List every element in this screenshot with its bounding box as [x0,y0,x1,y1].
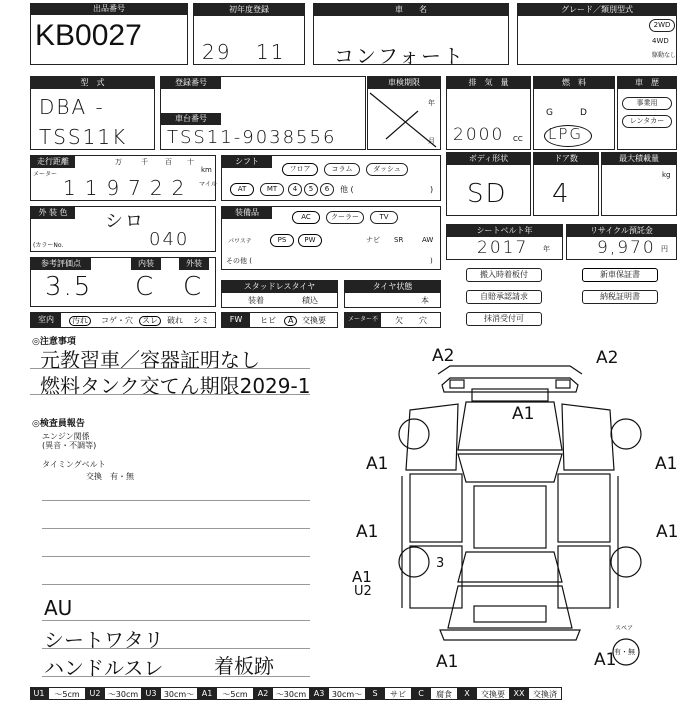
legend-key: A1 [198,687,216,700]
notes-line2: 燃料タンク交てん期限2029-1 [40,374,311,398]
equip-box [221,206,441,270]
legend-value: 30cm～ [160,687,198,700]
interior-stain: シミ [193,316,209,325]
tire-label: タイヤ状態 [345,281,440,293]
fw-replace: 交換要 [302,316,326,325]
score-interior: C [135,272,156,302]
seatbelt-label: シートベルト年 [447,225,562,237]
score-exterior: C [183,272,204,302]
doc-jibai: 自賠承認請求 [466,290,542,304]
mileage-sub: メーター [33,171,58,178]
shift-6: 6 [320,183,334,196]
fuel-g: G [546,108,553,118]
recycle-box [566,224,677,260]
mark-a2-right: A2 [596,348,619,368]
fuel-lpg: LPG [548,125,584,143]
color-box [30,206,216,252]
lot-box [30,3,188,65]
equip-pw: PW [298,234,322,247]
spare-value: 有・無 [614,648,635,656]
fuel-d: D [580,108,587,118]
reg-no-label: 登録番号 [161,77,221,89]
engine-value: 2000 [453,125,505,145]
meter-label: メーター不 [345,313,381,327]
studless-label: スタッドレスタイヤ [222,281,337,293]
legend-value: サビ [384,687,412,700]
engine-unit: CC [513,135,523,143]
car-damage-map [340,340,700,685]
legend-key: A2 [254,687,272,700]
inspector-item-handle: ハンドルスレ [44,656,164,680]
mark-a1-left1: A1 [366,454,389,474]
body-label: ボディ形状 [447,153,530,165]
lot-code: KB0027 [35,19,142,52]
seatbelt-box [446,224,563,260]
model-box [30,76,155,150]
score-overall: 3.5 [45,272,93,302]
chassis-label: 車台番号 [161,113,221,125]
doc-tax: 納税証明書 [582,290,658,304]
shift-other-close: ) [430,185,434,194]
body-value: SD [467,179,508,209]
equip-tv: TV [370,211,398,224]
color-code-label: (カラーNo. [33,242,64,249]
score-exterior-label: 外装 [179,258,209,270]
recycle-value: 9,970 [597,238,656,258]
equip-other: その他 ( [226,257,252,265]
shift-column: コラム [324,163,360,176]
mileage-value: 119722 [63,176,194,200]
seatbelt-unit: 年 [543,245,550,253]
unit-juu: 十 [187,158,194,166]
studless-mounted: 装着 [248,296,264,305]
unit-mile: マイル [199,181,217,188]
equip-label: 装備品 [222,207,272,219]
shift-box [221,155,441,201]
shift-dash: ダッシュ [366,163,408,176]
meter-hole: 穴 [419,316,427,325]
drive-none: 駆動なし [652,52,677,59]
mark-u2: U2 [354,584,372,599]
doors-value: 4 [552,179,571,209]
mark-a1-left3: A1 [352,568,372,586]
shift-other: 他 ( [340,185,354,194]
legend-value: ～30cm [104,687,142,700]
meter-row [344,312,441,328]
meter-missing: 欠 [395,316,403,325]
shift-5: 5 [304,183,318,196]
damage-legend [30,687,700,706]
legend-key: C [412,687,430,700]
studless-box [221,280,338,308]
spare-label: スペア [615,625,634,632]
doc-cancel: 抹消受付可 [466,312,542,326]
inspection-month-unit: 月 [428,137,435,145]
equip-ps: PS [270,234,294,247]
studless-loaded: 積込 [302,296,318,305]
mark-a1-right1: A1 [655,454,678,474]
usage-rental: レンタカー [622,115,672,128]
interior-burn: コゲ・穴 [101,316,133,325]
legend-value: 交換要 [476,687,510,700]
doc-delivery: 搬入時着板付 [466,268,542,282]
model-prefix: DBA - [39,95,105,119]
legend-value: ～30cm [272,687,310,700]
fuel-label: 燃 料 [534,77,614,89]
timing-label: タイミングベルト [42,460,106,469]
grade-label: グレード／類別型式 [518,4,676,16]
fw-label: FW [222,313,250,327]
legend-key: XX [510,687,528,700]
notes-line1: 元教習車／容器証明なし [40,348,260,372]
interior-label: 室内 [31,313,61,327]
unit-man: 万 [115,158,122,166]
shift-mt: MT [260,183,284,196]
tire-unit: 本 [421,296,429,305]
equip-sr: SR [394,236,404,244]
engine-report-label: エンジン関係 (異音・不調等) [42,432,97,450]
capacity-unit: kg [662,171,671,179]
legend-value: ～5cm [48,687,86,700]
color-value: シロ [105,211,145,232]
engine-label: 排 気 量 [447,77,530,89]
model-value: TSS11K [39,125,128,149]
fw-a: A [284,316,297,326]
legend-key: U1 [30,687,48,700]
mark-a1-bottom-right: A1 [594,650,617,670]
model-label: 型 式 [31,77,154,89]
scores-box [30,257,216,307]
unit-sen: 千 [141,158,148,166]
mileage-box [30,155,216,201]
inspection-label: 車検期限 [368,77,440,89]
equip-other-close: ) [430,257,433,265]
inspector-item-plate: 着板跡 [214,654,274,678]
legend-value: 腐食 [430,687,458,700]
timing-opts: 交換 有・無 [86,472,134,481]
doors-label: ドア数 [534,153,598,165]
fw-row [221,312,338,328]
equip-cooler: クーラー [326,211,364,224]
usage-label: 車 歴 [618,77,676,89]
legend-key: U3 [142,687,160,700]
mark-a1-right2: A1 [656,522,679,542]
unit-hyaku: 百 [165,158,172,166]
car-name-box [313,3,509,68]
chassis-box [160,76,366,150]
equip-aw: AW [422,236,434,244]
capacity-box [601,152,677,216]
chassis-value: TSS11-9038556 [167,127,337,148]
inspection-box [367,76,441,150]
usage-box [617,76,677,150]
equip-navi: ナビ [366,236,380,244]
legend-value: 交換済 [528,687,562,700]
doors-box [533,152,599,216]
engine-box [446,76,531,150]
mark-3: 3 [436,556,445,571]
capacity-label: 最大積載量 [602,153,676,165]
legend-value: ～5cm [216,687,254,700]
fuel-box [533,76,615,150]
interior-row [30,312,216,328]
inspector-item-seat: シートワタリ [44,628,164,652]
legend-value: 30cm～ [328,687,366,700]
mileage-label: 走行距離 [31,156,75,168]
scores-label: 参考評価点 [31,258,91,270]
inspector-item-au: AU [44,596,73,620]
color-code: 040 [149,229,190,250]
legend-key: A3 [310,687,328,700]
inspection-year-unit: 年 [428,99,435,107]
score-interior-label: 内装 [131,258,161,270]
mark-a1-left2: A1 [356,522,379,542]
car-name-label: 車 名 [314,4,508,16]
interior-dirt: 汚れ [69,316,91,326]
shift-at: AT [230,183,254,196]
equip-pawasute: パワステ [228,238,252,245]
interior-tear: 破れ [167,316,183,325]
car-name-value: コンフォート [334,44,465,68]
first-reg-label: 初年度登録 [194,4,304,16]
tire-box [344,280,441,308]
mark-a2-left: A2 [432,346,455,366]
shift-4: 4 [288,183,302,196]
legend-key: X [458,687,476,700]
grade-box [517,3,677,65]
unit-km: km [201,166,212,174]
fw-crack: ヒビ [260,316,276,325]
body-box [446,152,531,216]
first-reg-box [193,3,305,65]
equip-ac: AC [292,211,320,224]
seatbelt-value: 2017 [477,238,529,258]
interior-scuff: スレ [139,316,161,326]
notes-label: ◎注意事項 [32,337,76,347]
doc-warranty: 新車保証書 [582,268,658,282]
recycle-label: リサイクル預託金 [567,225,676,237]
first-reg-month: 11 [256,40,286,64]
inspector-label: ◎検査員報告 [32,419,85,429]
shift-floor: フロア [282,163,318,176]
drive-2wd: 2WD [649,19,675,32]
legend-key: S [366,687,384,700]
color-label: 外 装 色 [31,207,75,219]
drive-4wd: 4WD [652,37,669,45]
usage-business: 事業用 [622,97,672,110]
lot-label: 出品番号 [31,3,187,15]
mark-a1-top: A1 [512,404,535,424]
shift-label: シフト [222,156,272,168]
recycle-unit: 円 [661,245,668,253]
mark-a1-bottom-left: A1 [436,652,459,672]
first-reg-year: 29 [202,40,232,64]
legend-key: U2 [86,687,104,700]
